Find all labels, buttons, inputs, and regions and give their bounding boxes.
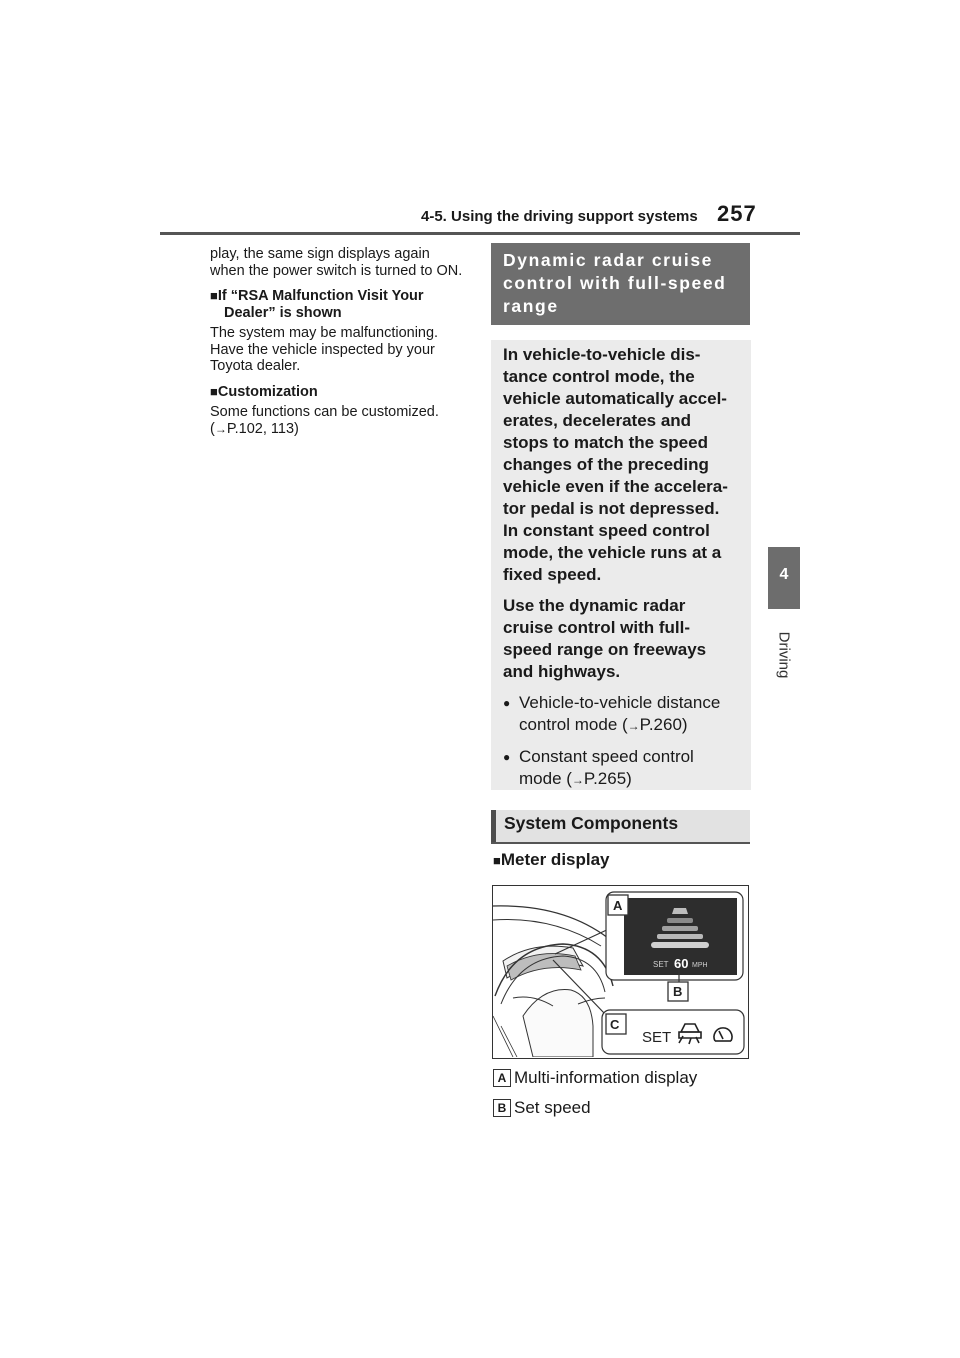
distance-bar-1 bbox=[667, 918, 693, 923]
chapter-number: 4 bbox=[779, 566, 789, 583]
distance-bar-3 bbox=[657, 934, 703, 939]
rsa-text: The system may be malfunctioning. Have the vehicle inspected by your Toyota dealer. bbox=[210, 325, 439, 374]
square-bullet-icon: ■ bbox=[493, 853, 501, 868]
custom-text: Some functions can be customized. (→P.102, 113) bbox=[210, 404, 439, 437]
custom-heading-text: Customization bbox=[217, 383, 318, 400]
summary-para-1: In vehicle-to-vehicle dis-tance control mode, the vehicle automatically accel-erates, decelerates and stops to match the speed changes of the preceding vehicle even if the accelera-tor pedal is not depressed. In constant speed control mode, the vehicle runs at a fixed speed. bbox=[503, 345, 728, 584]
legend-badge-a: A bbox=[493, 1069, 511, 1087]
distance-bar-4 bbox=[651, 942, 709, 948]
rsa-heading-text: If “RSA Malfunction Visit Your Dealer” is shown bbox=[217, 288, 424, 321]
dashboard-outline bbox=[493, 906, 608, 938]
chapter-label: Driving bbox=[775, 631, 793, 679]
column-lines bbox=[493, 1016, 517, 1057]
leader-a bbox=[555, 928, 611, 954]
intro-text: play, the same sign displays again when the power switch is turned to ON. bbox=[210, 246, 463, 279]
legend-text-a: Multi-information display bbox=[514, 1068, 698, 1087]
arrow-right-icon: → bbox=[214, 421, 227, 436]
display-set-label: SET bbox=[653, 960, 669, 969]
mode-bullet-1-ref[interactable]: P.260) bbox=[639, 715, 688, 734]
chapter-label-wrap bbox=[767, 620, 801, 690]
rsa-heading bbox=[210, 288, 465, 321]
custom-heading bbox=[210, 384, 465, 401]
custom-ref-link[interactable]: P.102, 113) bbox=[226, 420, 299, 437]
steering-hub bbox=[523, 990, 593, 1057]
mode-bullet-2 bbox=[503, 746, 739, 791]
legend-badge-b: B bbox=[493, 1099, 511, 1117]
meter-figure bbox=[492, 885, 749, 1059]
mode-bullet-2-ref[interactable]: P.265) bbox=[583, 769, 632, 788]
page-number: 257 bbox=[717, 201, 757, 226]
square-bullet-icon: ■ bbox=[210, 383, 218, 399]
square-bullet-icon: ■ bbox=[210, 288, 218, 303]
callout-c-label: C bbox=[610, 1017, 620, 1032]
section-title: 4-5. Using the driving support systems bbox=[421, 208, 698, 225]
section-banner: Dynamic radar cruise control with full-speed range bbox=[491, 243, 750, 325]
header-rule bbox=[160, 232, 800, 235]
meter-display-heading bbox=[493, 850, 610, 870]
callout-a-label: A bbox=[613, 898, 623, 913]
display-unit: MPH bbox=[692, 962, 708, 969]
legend-item-a bbox=[493, 1068, 697, 1088]
legend-text-b: Set speed bbox=[514, 1098, 591, 1117]
summary-para-2: Use the dynamic radar cruise control with full-speed range on freeways and highways. bbox=[503, 596, 707, 681]
meter-illustration bbox=[493, 886, 747, 1057]
custom-text-body: Some functions can be customized. bbox=[210, 404, 439, 420]
mode-bullet-1-text: Vehicle-to-vehicle distance control mode ( bbox=[519, 693, 721, 734]
mode-bullet-2-text: Constant speed control mode ( bbox=[519, 747, 694, 788]
arrow-right-icon: → bbox=[571, 773, 584, 787]
arrow-right-icon: → bbox=[627, 719, 640, 733]
system-components-heading: System Components bbox=[491, 810, 750, 843]
system-rule bbox=[491, 842, 750, 844]
mode-bullet-1 bbox=[503, 692, 739, 737]
left-column bbox=[210, 246, 465, 446]
distance-bar-2 bbox=[662, 926, 698, 931]
legend-item-b bbox=[493, 1098, 591, 1118]
summary-box bbox=[491, 340, 751, 790]
lead-car-icon bbox=[672, 908, 688, 914]
indicator-set-text: SET bbox=[642, 1029, 672, 1046]
display-speed: 60 bbox=[674, 956, 689, 971]
callout-b-label: B bbox=[673, 984, 683, 999]
meter-heading-text: Meter display bbox=[500, 850, 610, 869]
